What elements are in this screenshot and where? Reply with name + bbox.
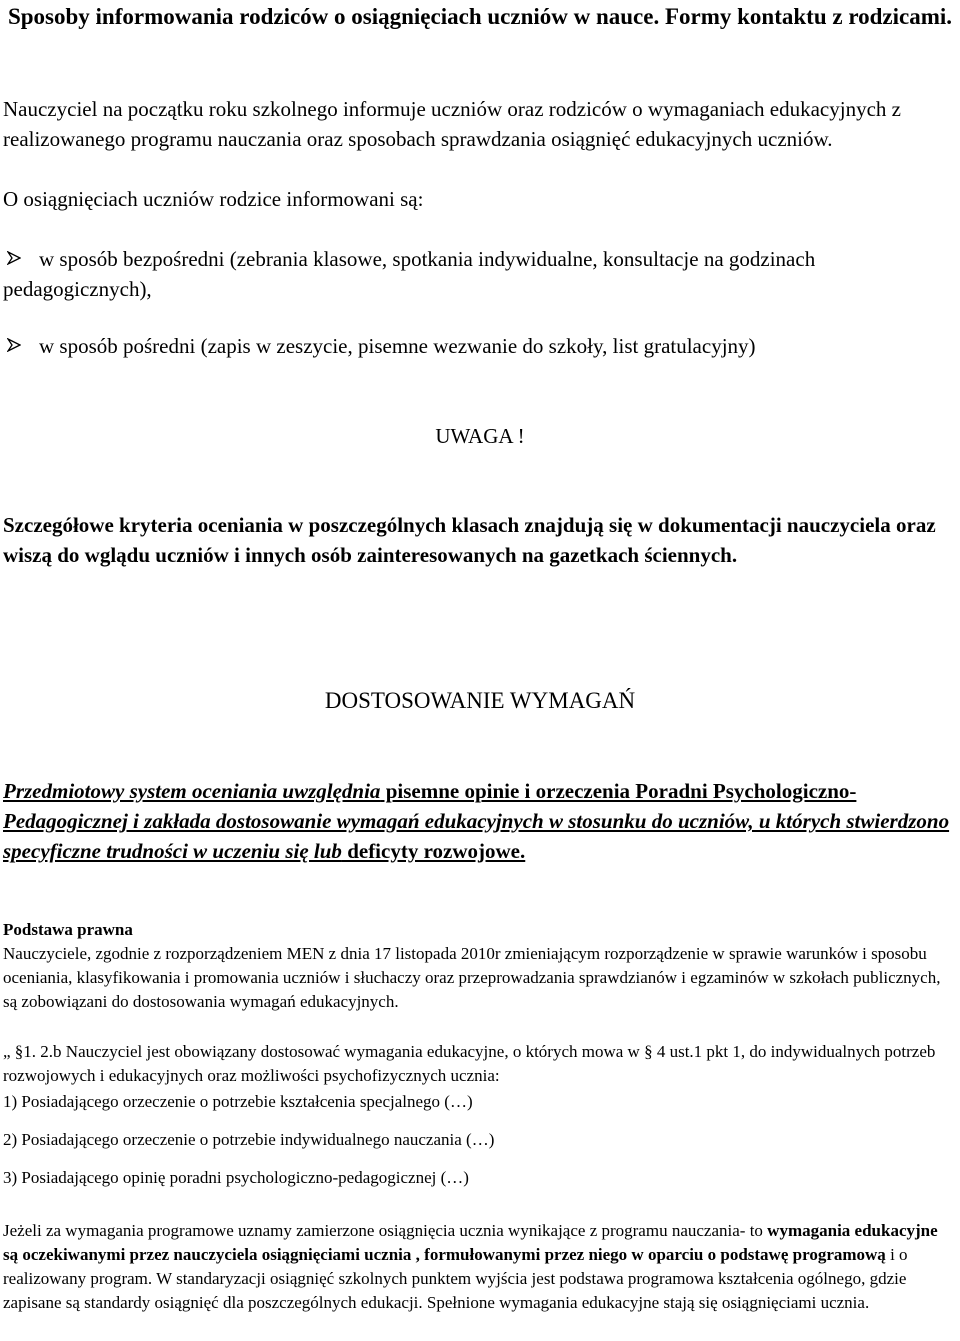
list-item: 3) Posiadającego opinię poradni psychologiczno-pedagogicznej (…)	[3, 1168, 469, 1187]
bullet-direct	[3, 244, 957, 304]
arrow-bullet-icon	[7, 251, 21, 265]
section-heading-dostosowanie: DOSTOSOWANIE WYMAGAŃ	[324, 688, 636, 713]
list-item: 2) Posiadającego orzeczenie o potrzebie indywidualnego nauczania (…)	[3, 1130, 495, 1149]
document-title: Sposoby informowania rodziców o osiągnięciach uczniów w nauce. Formy kontaktu z rodzicami.	[7, 4, 953, 29]
text-part: Jeżeli za wymagania programowe uznamy zamierzone osiągnięcia ucznia wynikające z programu nauczania- to	[3, 1221, 768, 1240]
regulation-quote: „ §1. 2.b Nauczyciel jest obowiązany dostosować wymagania edukacyjne, o których mowa w § 4 ust.1 pkt 1, do indywidualnych potrzeb rozwojowych i edukacyjnych oraz możliwości psychofizycznych ucznia:	[3, 1042, 936, 1085]
text-part: Pedagogicznej i zakłada dostosowanie wymagań edukacyjnych w stosunku do uczniów, u których stwierdzono specyficzne trudności w uczeniu się lub	[3, 809, 950, 863]
closing-paragraph	[3, 1219, 957, 1315]
text-part: deficyty rozwojowe.	[341, 839, 526, 863]
dostosowanie-paragraph	[3, 776, 957, 866]
intro-paragraph: Nauczyciel na początku roku szkolnego informuje uczniów oraz rodziców o wymaganiach edukacyjnych z realizowanego programu nauczania oraz sposobach sprawdzania osiągnięć edukacyjnych uczniów.	[3, 97, 901, 151]
bullet-text: w sposób pośredni (zapis w zeszycie, pisemne wezwanie do szkoły, list gratulacyjny)	[39, 334, 756, 358]
bullet-text: w sposób bezpośredni (zebrania klasowe, spotkania indywidualne, konsultacje na godzinach pedagogicznych),	[3, 247, 816, 301]
text-part: Przedmiotowy system oceniania uwzględnia	[3, 779, 381, 803]
legal-basis-heading: Podstawa prawna	[3, 920, 133, 939]
list-item: 1) Posiadającego orzeczenie o potrzebie kształcenia specjalnego (…)	[3, 1092, 473, 1111]
bullet-indirect	[3, 331, 957, 361]
text-part: wymagania edukacyjne są oczekiwanymi przez nauczyciela osiągnięciami ucznia , formułowanymi przez niego w oparciu o podstawę programową	[3, 1221, 938, 1264]
legal-basis-paragraph: Nauczyciele, zgodnie z rozporządzeniem MEN z dnia 17 listopada 2010r zmieniającym rozporządzenie w sprawie warunków i sposobu oceniania, klasyfikowania i promowania uczniów i słuchaczy oraz przeprowadzania sprawdzianów i egzaminów w szkołach publicznych, są zobowiązani do dostosowania wymagań edukacyjnych.	[3, 944, 941, 1011]
uwaga-paragraph: Szczegółowe kryteria oceniania w poszczególnych klasach znajdują się w dokumentacji nauczyciela oraz wiszą do wglądu uczniów i innych osób zainteresowanych na gazetkach ściennych.	[3, 513, 936, 567]
text-part: pisemne opinie i orzeczenia Poradni Psychologiczno-	[380, 779, 857, 803]
text-part: i o realizowany program. W standaryzacji osiągnięć szkolnych punktem wyjścia jest podstawa programowa kształcenia ogólnego, gdzie zapisane są standardy osiągnięć dla poszczególnych edukacji. Spełnione wymagania edukacyjne stają się osiągnięciami ucznia.	[3, 1245, 908, 1312]
arrow-bullet-icon	[7, 338, 21, 352]
info-lead-paragraph: O osiągnięciach uczniów rodzice informowani są:	[3, 187, 424, 211]
uwaga-heading: UWAGA !	[435, 424, 525, 448]
